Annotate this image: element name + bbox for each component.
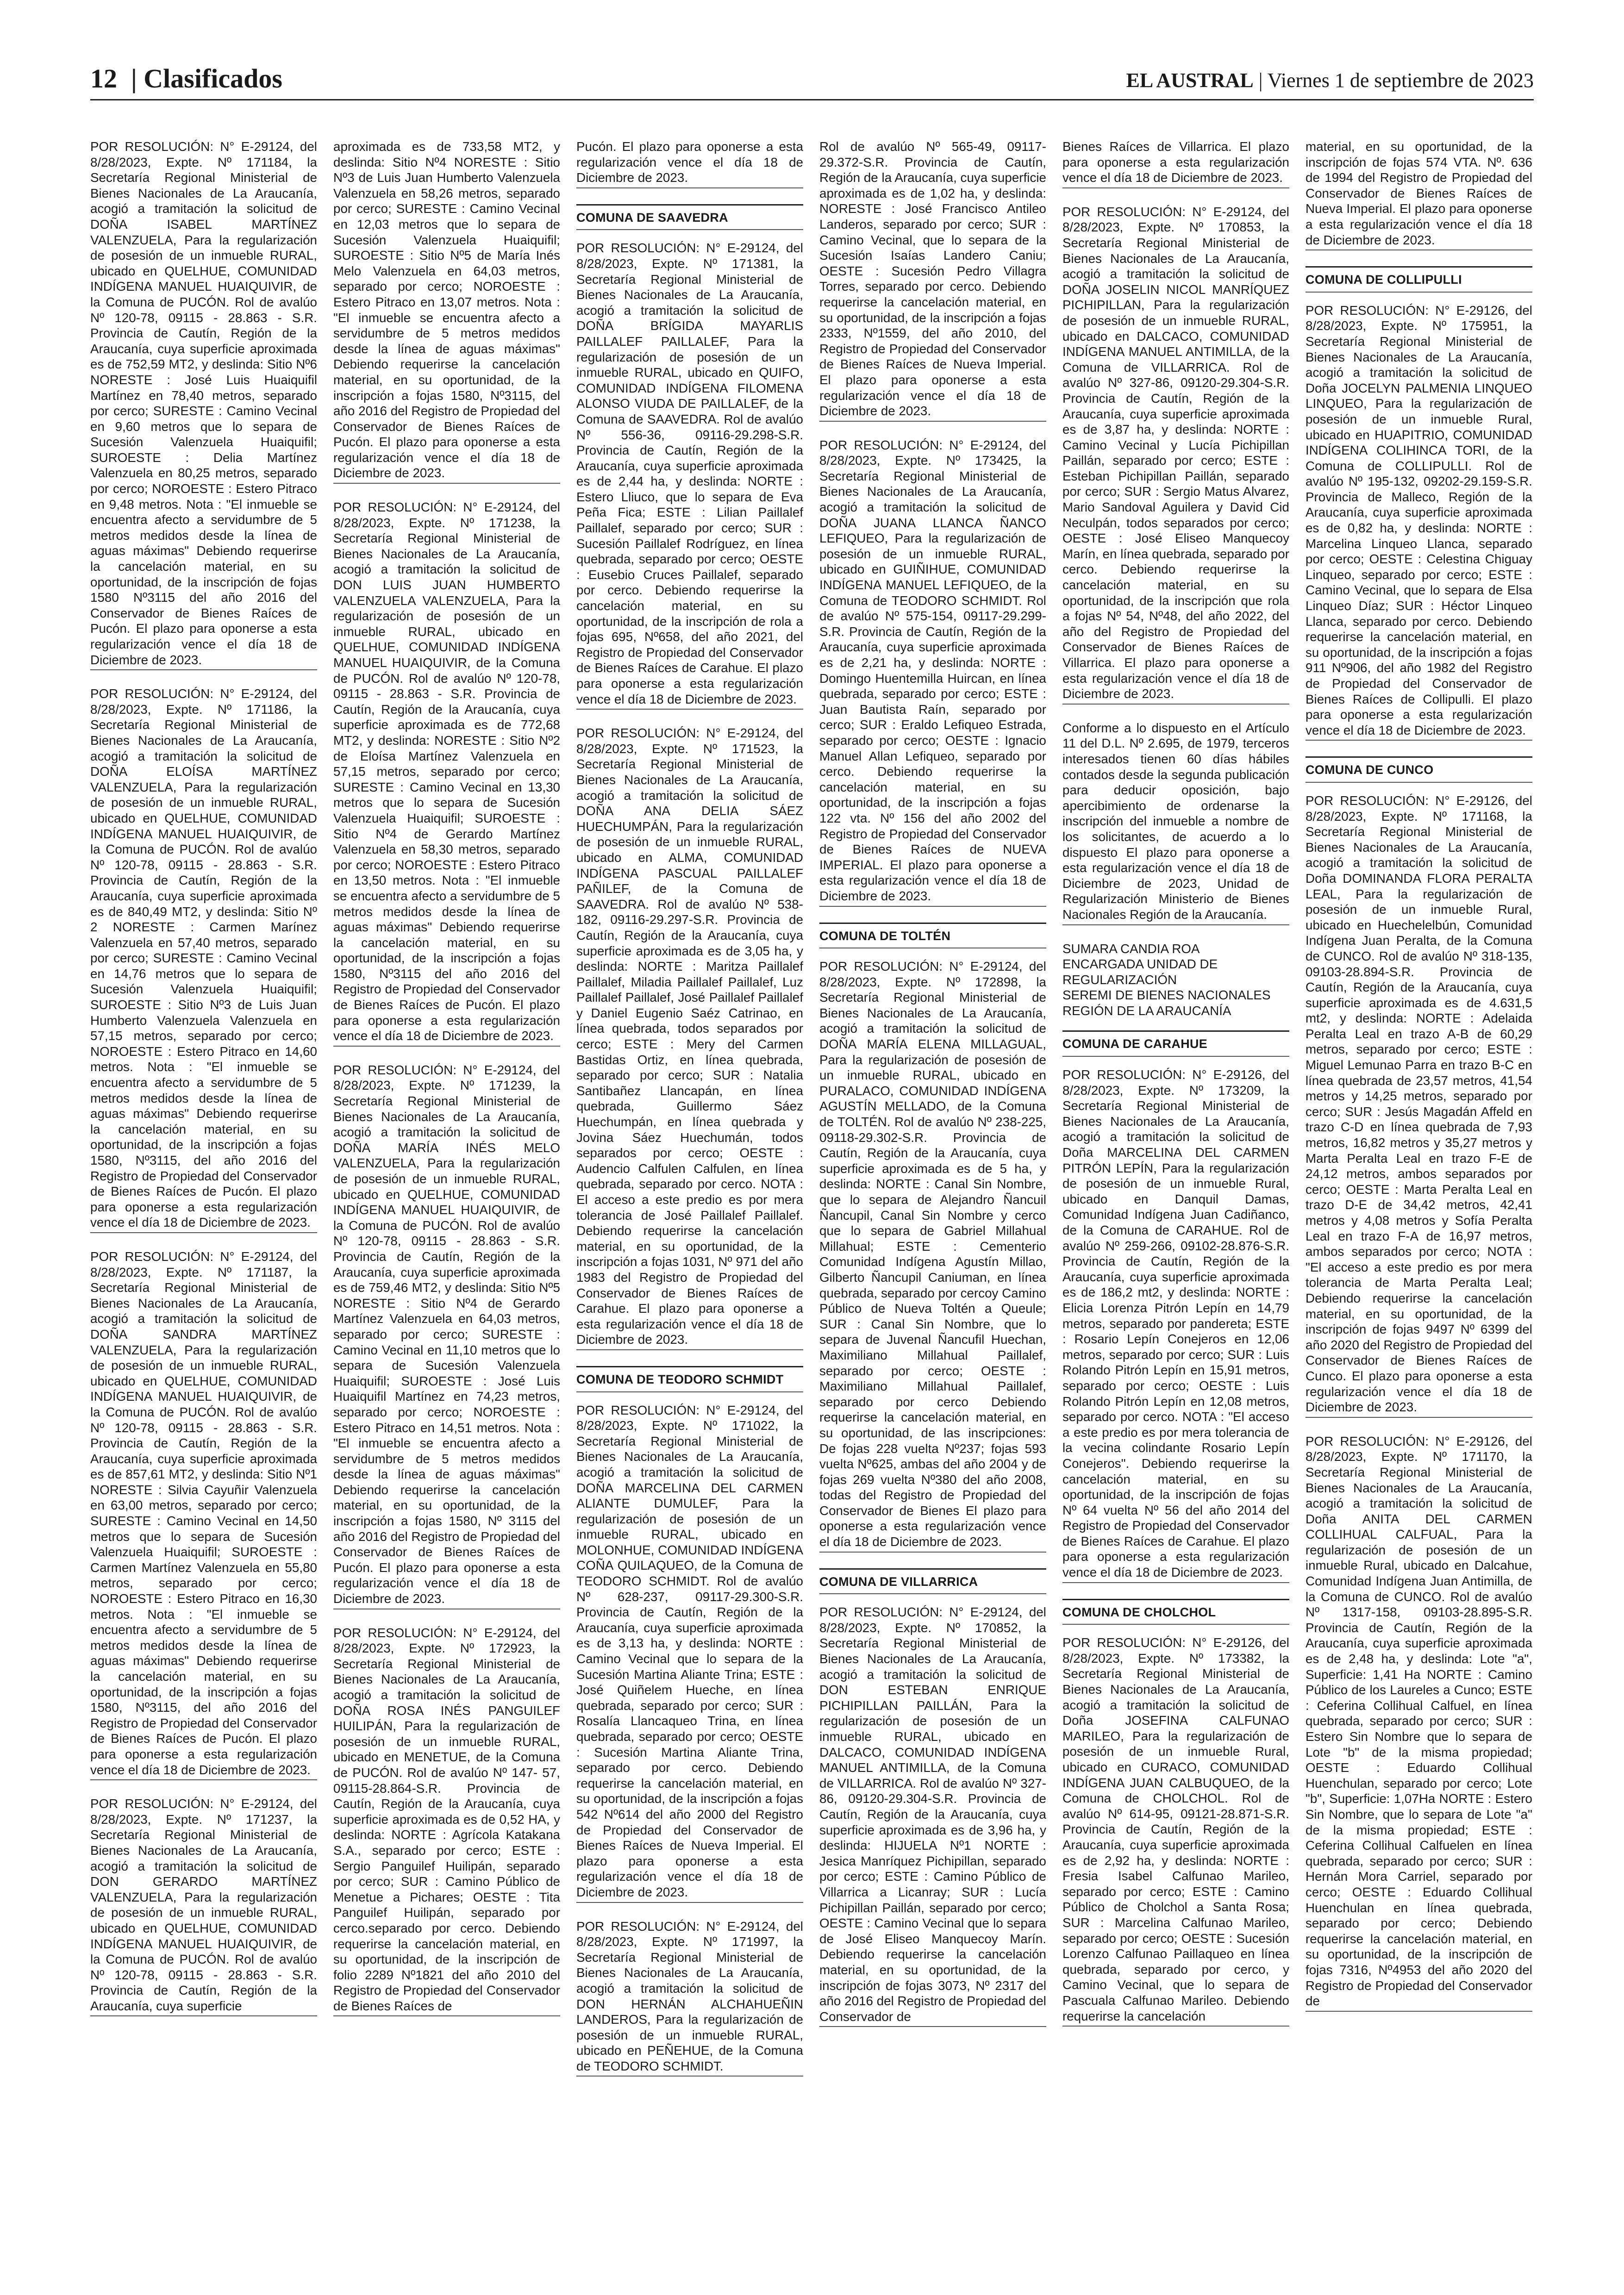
legal-notice bbox=[819, 1604, 1046, 2027]
notice-text: POR RESOLUCIÓN: N° E-29124, del 8/28/2023, Expte. Nº 171523, la Secretaría Regional Ministerial de Bienes Nacionales de La Araucanía, acogió a tramitación la solicitud de DOÑA ANA DELIA SÁEZ HUECHUMPÁN, Para la regularización de posesión de un inmueble RURAL, ubicado en ALMA, COMUNIDAD INDÍGENA PASCUAL PAILLALEF PAÑILEF, de la Comuna de SAAVEDRA. Rol de avalúo Nº 538-182, 09116-29.297-S.R. Provincia de Cautín, Región de la Araucanía, cuya superficie aproximada es de 3,05 ha, y deslinda: NORTE : Maritza Paillalef Paillalef, Miladia Paillalef Paillalef, Luz Paillalef Paillalef, José Paillalef Paillalef y Daniel Eugenio Saéz Catrinao, en línea quebrada, todos separados por cerco; ESTE : Mery del Carmen Bastidas Ortiz, en línea quebrada, separado por cerco; SUR : Natalia Santibañez Llancapán, en línea quebrada, Guillermo Sáez Huechumpán, en línea quebrada y Jovina Sáez Huechumán, todos separados por cerco; OESTE : Audencio Calfulen Calfulen, en línea quebrada, separado por cerco. NOTA : El acceso a este predio es por mera tolerancia de José Paillalef Paillalef. Debiendo requerirse la cancelación material, en su oportunidad, de la inscripción a fojas 1031, Nº 971 del año 1983 del Registro de Propiedad del Conservador de Bienes Raíces de Carahue. El plazo para oponerse a esta regularización vence el día 18 de Diciembre de 2023. bbox=[576, 726, 803, 1347]
section-name: Clasificados bbox=[144, 63, 282, 94]
signature-line: SUMARA CANDIA ROA bbox=[1062, 941, 1200, 956]
legal-notice bbox=[819, 139, 1046, 422]
notice-text: POR RESOLUCIÓN: N° E-29126, del 8/28/2023, Expte. Nº 173382, la Secretaría Regional Ministerial de Bienes Nacionales de La Araucanía, acogió a tramitación la solicitud de Doña JOSEFINA CALFUNAO MARILEO, Para la regularización de posesión de un inmueble Rural, ubicado en CURACO, COMUNIDAD INDÍGENA JUAN CALBUQUEO, de la Comuna de CHOLCHOL. Rol de avalúo Nº 614-95, 09121-28.871-S.R. Provincia de Cautín, Región de la Araucanía, cuya superficie aproximada es de 2,92 ha, y deslinda: NORTE : Fresia Isabel Calfunao Marileo, separado por cerco; ESTE : Camino Público de Cholchol a Santa Rosa; SUR : Marcelina Calfunao Marileo, separado por cerco; OESTE : Sucesión Lorenzo Calfunao Paillaqueo en línea quebrada, separado por cerco, y Camino Vecinal, que lo separa de Pascuala Calfunao Marileo. Debiendo requerirse la cancelación bbox=[1062, 1635, 1289, 2023]
notice-text: POR RESOLUCIÓN: N° E-29124, del 8/28/2023, Expte. Nº 172923, la Secretaría Regional Ministerial de Bienes Nacionales de La Araucanía, acogió a tramitación la solicitud de DOÑA ROSA INÉS PANGUILEF HUILIPÁN, Para la regularización de posesión de un inmueble RURAL, ubicado en MENETUE, de la Comuna de PUCÓN. Rol de avalúo Nº 147- 57, 09115-28.864-S.R. Provincia de Cautín, Región de la Araucanía, cuya superficie aproximada es de 0,52 HA, y deslinda: NORTE : Agrícola Katakana S.A., separado por cerco; ESTE : Sergio Panguilef Huilipán, separado por cerco; SUR : Camino Público de Menetue a Pichares; OESTE : Tita Panguilef Huilipán, separado por cerco.separado por cerco. Debiendo requerirse la cancelación material, en su oportunidad, de la inscripción de folio 2289 Nº1821 del año 2010 del Registro de Propiedad del Conservador de Bienes Raíces de bbox=[333, 1625, 560, 2013]
legal-notice bbox=[1062, 139, 1289, 188]
section-title: | Clasificados bbox=[131, 63, 282, 94]
legal-notice bbox=[90, 1249, 317, 1780]
legal-notice bbox=[90, 1796, 317, 2016]
legal-notice bbox=[333, 139, 560, 484]
notice-text: material, en su oportunidad, de la inscripción de fojas 574 VTA. Nº. 636 de 1994 del Registro de Propiedad del Conservador de Bienes Raíces de Nueva Imperial. El plazo para oponerse a esta regularización vence el día 18 de Diciembre de 2023. bbox=[1305, 139, 1532, 247]
notice-text: POR RESOLUCIÓN: N° E-29124, del 8/28/2023, Expte. Nº 171186, la Secretaría Regional Ministerial de Bienes Nacionales de La Araucanía, acogió a tramitación la solicitud de DOÑA ELOÍSA MARTÍNEZ VALENZUELA, Para la regularización de posesión de un inmueble RURAL, ubicado en QUELHUE, COMUNIDAD INDÍGENA MANUEL HUAIQUIVIR, de la Comuna de PUCÓN. Rol de avalúo Nº 120-78, 09115 - 28.863 - S.R. Provincia de Cautín, Región de la Araucanía, cuya superficie aproximada es de 840,49 MT2, y deslinda: Sitio Nº 2 NORESTE : Carmen Marínez Valenzuela en 57,40 metros, separado por cerco; SURESTE : Camino Vecinal en 14,76 metros que lo separa de Sucesión Valenzuela Huaiquifil; SUROESTE : Sitio Nº3 de Luis Juan Humberto Valenzuela Valenzuela en 57,15 metros, separado por cerco; NOROESTE : Estero Pitraco en 14,60 metros. Nota : "El inmueble se encuentra afecto a servidumbre de 5 metros medidos desde la línea de aguas máximas" Debiendo requerirse la cancelación material, en su oportunidad, de la inscripción a fojas 1580, Nº3115, del año 2016 del Registro de Propiedad del Conservador de Bienes Raíces de Pucón. El plazo para oponerse a esta regularización vence el día 18 de Diciembre de 2023. bbox=[90, 686, 317, 1230]
legal-notice bbox=[1305, 1434, 1532, 2012]
notice-text: POR RESOLUCIÓN: N° E-29124, del 8/28/2023, Expte. Nº 171238, la Secretaría Regional Ministerial de Bienes Nacionales de La Araucanía, acogió a tramitación la solicitud de DON LUIS JUAN HUMBERTO VALENZUELA VALENZUELA, Para la regularización de posesión de un inmueble RURAL, ubicado en QUELHUE, COMUNIDAD INDÍGENA MANUEL HUAIQUIVIR, de la Comuna de PUCÓN. Rol de avalúo Nº 120-78, 09115 - 28.863 - S.R. Provincia de Cautín, Región de la Araucanía, cuya superficie aproximada es de 772,68 MT2, y deslinda: NORESTE : Sitio Nº2 de Eloísa Martínez Valenzuela en 57,15 metros, separado por cerco; SURESTE : Camino Vecinal en 13,30 metros que lo separa de Sucesión Valenzuela Huaiquifil; SUROESTE : Sitio Nº4 de Gerardo Martínez Valenzuela en 58,30 metros, separado por cerco; NOROESTE : Estero Pitraco en 13,50 metros. Nota : "El inmueble se encuentra afecto a servidumbre de 5 metros medidos desde la línea de aguas máximas" Debiendo requerirse la cancelación material, en su oportunidad, de la inscripción a fojas 1580, Nº3115 del año 2016 del Registro de Propiedad del Conservador de Bienes Raíces de Pucón. El plazo para oponerse a esta regularización vence el día 18 de Diciembre de 2023. bbox=[333, 500, 560, 1043]
legal-notice bbox=[819, 437, 1046, 907]
column-1 bbox=[90, 139, 317, 2032]
notice-text: Bienes Raíces de Villarrica. El plazo para oponerse a esta regularización vence el día 18 de Diciembre de 2023. bbox=[1062, 139, 1289, 185]
legal-notice bbox=[576, 1403, 803, 1903]
notice-text: Pucón. El plazo para oponerse a esta regularización vence el día 18 de Diciembre de 2023. bbox=[576, 139, 803, 185]
legal-notice bbox=[1305, 139, 1532, 250]
notice-text: POR RESOLUCIÓN: N° E-29126, del 8/28/2023, Expte. Nº 171170, la Secretaría Regional Ministerial de Bienes Nacionales de La Araucanía, acogió a tramitación la solicitud de Doña ANITA DEL CARMEN COLLIHUAL CALFUAL, Para la regularización de posesión de un inmueble Rural, ubicado en Dalcahue, Comunidad Indígena Juan Antimilla, de la Comuna de CUNCO. Rol de avalúo Nº 1317-158, 09103-28.895-S.R. Provincia de Cautín, Región de la Araucanía, cuya superficie aproximada es de 2,48 ha, y deslinda: Lote "a", Superficie: 1,41 Ha NORTE : Camino Público de los Laureles a Cunco; ESTE : Ceferina Collihual Calfuel, en línea quebrada, separado por cerco; SUR : Estero Sin Nombre que lo separa de Lote "b" de la misma propiedad; OESTE : Eduardo Collihual Huenchulan, separado por cerco; Lote "b", Superficie: 1,07Ha NORTE : Estero Sin Nombre, que lo separa de Lote "a" de la misma propiedad; ESTE : Ceferina Collihual Calfuelen en línea quebrada, separado por cerco; SUR : Hernán Mora Carriel, separado por cerco; OESTE : Eduardo Collihual Huenchulan en línea quebrada, separado por cerco; Debiendo requerirse la cancelación material, en su oportunidad, de la inscripción de fojas 7316, Nº4953 del año 2020 del Registro de Propiedad del Conservador de bbox=[1305, 1434, 1532, 2008]
notice-text: POR RESOLUCIÓN: N° E-29124, del 8/28/2023, Expte. Nº 171381, la Secretaría Regional Ministerial de Bienes Nacionales de La Araucanía, acogió a tramitación la solicitud de DOÑA BRÍGIDA MAYARLIS PAILLALEF PAILLALEF, Para la regularización de posesión de un inmueble RURAL, ubicado en QUIFO, COMUNIDAD INDÍGENA FILOMENA ALONSO VIUDA DE PAILLALEF, de la Comuna de SAAVEDRA. Rol de avalúo Nº 556-36, 09116-29.298-S.R. Provincia de Cautín, Región de la Araucanía, cuya superficie aproximada es de 2,44 ha, y deslinda: NORTE : Estero Lliuco, que lo separa de Eva Peña Fica; ESTE : Lilian Paillalef Paillalef, separado por cerco; SUR : Sucesión Paillalef Rodríguez, en línea quebrada, separado por cerco; OESTE : Eusebio Cruces Paillalef, separado por cerco. Debiendo requerirse la cancelación material, en su oportunidad, de la inscripción de rola a fojas 695, Nº658, del año 2021, del Registro de Propiedad del Conservador de Bienes Raíces de Carahue. El plazo para oponerse a esta regularización vence el día 18 de Diciembre de 2023. bbox=[576, 241, 803, 706]
comuna-heading: COMUNA DE CHOLCHOL bbox=[1062, 1599, 1289, 1625]
publication-name: EL AUSTRAL bbox=[1126, 69, 1254, 92]
publication-date: Viernes 1 de septiembre de 2023 bbox=[1267, 69, 1534, 92]
notice-text: POR RESOLUCIÓN: N° E-29124, del 8/28/2023, Expte. Nº 171184, la Secretaría Regional Ministerial de Bienes Nacionales de La Araucanía, acogió a tramitación la solicitud de DOÑA ISABEL MARTÍNEZ VALENZUELA, Para la regularización de posesión de un inmueble RURAL, ubicado en QUELHUE, COMUNIDAD INDÍGENA MANUEL HUAIQUIVIR, de la Comuna de PUCÓN. Rol de avalúo Nº 120-78, 09115 - 28.863 - S.R. Provincia de Cautín, Región de la Araucanía, cuya superficie aproximada es de 752,59 MT2, y deslinda: Sitio Nº6 NORESTE : José Luis Huaiquifil Martínez en 78,40 metros, separado por cerco; SURESTE : Camino Vecinal en 9,60 metros que lo separa de Sucesión Valenzuela Huaiquifil; SUROESTE : Delia Martínez Valenzuela en 80,25 metros, separado por cerco; NOROESTE : Estero Pitraco en 9,48 metros. Nota : "El inmueble se encuentra afecto a servidumbre de 5 metros medidos desde la línea de aguas máximas" Debiendo requerirse la cancelación material, en su oportunidad, de la inscripción de fojas 1580 Nº3115 del año 2016 del Conservador de Bienes Raíces de Pucón. El plazo para oponerse a esta regularización vence el día 18 de Diciembre de 2023. bbox=[90, 139, 317, 667]
column-6 bbox=[1305, 139, 1532, 2027]
comuna-heading: COMUNA DE TEODORO SCHMIDT bbox=[576, 1366, 803, 1392]
legal-notice bbox=[333, 499, 560, 1047]
legal-notice bbox=[1062, 1067, 1289, 1583]
comuna-heading: COMUNA DE VILLARRICA bbox=[819, 1568, 1046, 1595]
notice-text: POR RESOLUCIÓN: N° E-29124, del 8/28/2023, Expte. Nº 171022, la Secretaría Regional Ministerial de Bienes Nacionales de La Araucanía, acogió a tramitación la solicitud de DOÑA MARCELINA DEL CARMEN ALIANTE DUMULEF, Para la regularización de posesión de un inmueble RURAL, ubicado en MOLONHUE, COMUNIDAD INDÍGENA COÑA QUILAQUEO, de la Comuna de TEODORO SCHMIDT. Rol de avalúo Nº 628-237, 09117-29.300-S.R. Provincia de Cautín, Región de la Araucanía, cuya superficie aproximada es de 3,13 ha, y deslinda: NORTE : Camino Vecinal que lo separa de la Sucesión Martina Aliante Trina; ESTE : José Quiñelem Hueche, en línea quebrada, separado por cerco; SUR : Rosalía Llancaqueo Trina, en línea quebrada, separado por cerco; OESTE : Sucesión Martina Aliante Trina, separado por cerco. Debiendo requerirse la cancelación material, en su oportunidad, de la inscripción a fojas 542 Nº614 del año 2000 del Registro de Propiedad del Conservador de Bienes Raíces de Nueva Imperial. El plazo para oponerse a esta regularización vence el día 18 de Diciembre de 2023. bbox=[576, 1403, 803, 1899]
signature-line: REGIÓN DE LA ARAUCANÍA bbox=[1062, 1003, 1231, 1018]
signature-block bbox=[1062, 941, 1289, 1019]
header-divider bbox=[90, 99, 1534, 100]
legal-notice bbox=[333, 1062, 560, 1609]
notice-text: POR RESOLUCIÓN: N° E-29124, del 8/28/2023, Expte. Nº 171187, la Secretaría Regional Ministerial de Bienes Nacionales de La Araucanía, acogió a tramitación la solicitud de DOÑA SANDRA MARTÍNEZ VALENZUELA, Para la regularización de posesión de un inmueble RURAL, ubicado en QUELHUE, COMUNIDAD INDÍGENA MANUEL HUAIQUIVIR, de la Comuna de PUCÓN. Rol de avalúo Nº 120-78, 09115 - 28.863 - S.R. Provincia de Cautín, Región de la Araucanía, cuya superficie aproximada es de 857,61 MT2, y deslinda: Sitio Nº1 NORESTE : Silvia Cayuñir Valenzuela en 63,00 metros, separado por cerco; SURESTE : Camino Vecinal en 14,50 metros que lo separa de Sucesión Valenzuela Huaiquifil; SUROESTE : Carmen Martínez Valenzuela en 55,80 metros, separado por cerco; NOROESTE : Estero Pitraco en 16,30 metros. Nota : "El inmueble se encuentra afecto a servidumbre de 5 metros medidos desde la línea de aguas máximas" Debiendo requerirse la cancelación material, en su oportunidad, de la inscripción a fojas 1580, Nº3115, del año 2016 del Registro de Propiedad del Conservador de Bienes Raíces de Pucón. El plazo para oponerse a esta regularización vence el día 18 de Diciembre de 2023. bbox=[90, 1249, 317, 1777]
notice-text: POR RESOLUCIÓN: N° E-29126, del 8/28/2023, Expte. Nº 175951, la Secretaría Regional Ministerial de Bienes Nacionales de La Araucanía, acogió a tramitación la solicitud de Doña JOCELYN PALMENIA LINQUEO LINQUEO, Para la regularización de posesión de un inmueble Rural, ubicado en HUAPITRIO, COMUNIDAD INDÍGENA COLIHINCA TORI, de la Comuna de COLLIPULLI. Rol de avalúo Nº 195-132, 09202-29.159-S.R. Provincia de Malleco, Región de la Araucanía, cuya superficie aproximada es de 0,82 ha, y deslinda: NORTE : Marcelina Linqueo Llanca, separado por cerco; OESTE : Celestina Chiguay Linqueo, separado por cerco; ESTE : Camino Vecinal, que lo separa de Elsa Linqueo Díaz; SUR : Héctor Linqueo Llanca, separado por cerco. Debiendo requerirse la cancelación material, en su oportunidad, de la inscripción a fojas 911 Nº906, del año 1982 del Registro de Propiedad del Conservador de Bienes Raíces de Collipulli. El plazo para oponerse a esta regularización vence el día 18 de Diciembre de 2023. bbox=[1305, 303, 1532, 737]
column-2 bbox=[333, 139, 560, 2032]
legal-notice bbox=[1062, 204, 1289, 705]
column-3 bbox=[576, 139, 803, 2092]
signature-line: ENCARGADA UNIDAD DE bbox=[1062, 957, 1218, 972]
notice-text: aproximada es de 733,58 MT2, y deslinda: Sitio Nº4 NORESTE : Sitio Nº3 de Luis Juan Humberto Valenzuela Valenzuela en 58,26 metros, separado por cerco; SURESTE : Camino Vecinal en 12,03 metros que lo separa de Sucesión Valenzuela Huaiquifil; SUROESTE : Sitio Nº5 de María Inés Melo Valenzuela en 64,03 metros, separado por cerco; NOROESTE : Estero Pitraco en 13,07 metros. Nota : "El inmueble se encuentra afecto a servidumbre de 5 metros medidos desde la línea de aguas máximas" Debiendo requerirse la cancelación material, en su oportunidad, de la inscripción a fojas 1580, Nº3115, del año 2016 del Registro de Propiedad del Conservador de Bienes Raíces de Pucón. El plazo para oponerse a esta regularización vence el día 18 de Diciembre de 2023. bbox=[333, 139, 560, 480]
legal-notice bbox=[90, 139, 317, 670]
legal-notice bbox=[1062, 720, 1289, 925]
notice-text: POR RESOLUCIÓN: N° E-29124, del 8/28/2023, Expte. Nº 170852, la Secretaría Regional Ministerial de Bienes Nacionales de La Araucanía, acogió a tramitación la solicitud de DON ESTEBAN ENRIQUE PICHIPILLAN PAILLÁN, Para la regularización de posesión de un inmueble RURAL, ubicado en DALCACO, COMUNIDAD INDÍGENA MANUEL ANTIMILLA, de la Comuna de VILLARRICA. Rol de avalúo Nº 327-86, 09120-29.304-S.R. Provincia de Cautín, Región de la Araucanía, cuya superficie aproximada es de 3,96 ha, y deslinda: HIJUELA Nº1 NORTE : Jesica Manríquez Pichipillan, separado por cerco; ESTE : Camino Público de Villarrica a Licanray; SUR : Lucía Pichipillan Paillán, separado por cerco; OESTE : Camino Vecinal que lo separa de José Eliseo Manquecoy Marín. Debiendo requerirse la cancelación material, en su oportunidad, de la inscripción de fojas 3073, Nº 2317 del año 2016 del Registro de Propiedad del Conservador de bbox=[819, 1605, 1046, 2024]
column-4 bbox=[819, 139, 1046, 2043]
legal-notice bbox=[576, 1919, 803, 2077]
comuna-heading: COMUNA DE CARAHUE bbox=[1062, 1030, 1289, 1057]
legal-notice bbox=[333, 1625, 560, 2017]
legal-notice bbox=[1305, 793, 1532, 1418]
signature-line: REGULARIZACIÓN bbox=[1062, 972, 1177, 987]
column-5 bbox=[1062, 139, 1289, 2042]
legal-notice bbox=[819, 959, 1046, 1553]
signature-line: SEREMI DE BIENES NACIONALES bbox=[1062, 988, 1271, 1003]
comuna-heading: COMUNA DE TOLTÉN bbox=[819, 923, 1046, 949]
legal-notice bbox=[576, 139, 803, 188]
notice-text: Rol de avalúo Nº 565-49, 09117-29.372-S.R. Provincia de Cautín, Región de la Araucanía, cuya superficie aproximada es de 1,02 ha, y deslinda: NORESTE : José Francisco Antileo Landeros, separado por cerco; SUR : Camino Vecinal, que lo separa de la Sucesión Isaías Landero Caniu; OESTE : Sucesión Pedro Villagra Torres, separado por cerco. Debiendo requerirse la cancelación material, en su oportunidad, de la inscripción a fojas 2333, Nº1559, del año 2010, del Registro de Propiedad del Conservador de Bienes Raíces de Nueva Imperial. El plazo para oponerse a esta regularización vence el día 18 de Diciembre de 2023. bbox=[819, 139, 1046, 418]
notice-text: POR RESOLUCIÓN: N° E-29124, del 8/28/2023, Expte. Nº 170853, la Secretaría Regional Ministerial de Bienes Nacionales de La Araucanía, acogió a tramitación la solicitud de DOÑA JOSELIN NICOL MANRÍQUEZ PICHIPILLAN, Para la regularización de posesión de un inmueble RURAL, ubicado en DALCACO, COMUNIDAD INDÍGENA MANUEL ANTIMILLA, de la Comuna de VILLARRICA. Rol de avalúo Nº 327-86, 09120-29.304-S.R. Provincia de Cautín, Región de la Araucanía, cuya superficie aproximada es de 3,87 ha, y deslinda: NORTE : Camino Vecinal y Lucía Pichipillan Paillán, separado por cerco; ESTE : Esteban Pichipillan Paillán, separado por cerco; SUR : Sergio Matus Alvarez, Mario Sandoval Aguilera y David Cid Neculpán, todos separados por cerco; OESTE : José Eliseo Manquecoy Marín, en línea quebrada, separado por cerco. Debiendo requerirse la cancelación material, en su oportunidad, de la inscripción que rola a fojas Nº 54, Nº48, del año 2022, del año del Registro de Propiedad del Conservador de Bienes Raíces de Villarrica. El plazo para oponerse a esta regularización vence el día 18 de Diciembre de 2023. bbox=[1062, 204, 1289, 701]
notice-text: POR RESOLUCIÓN: N° E-29126, del 8/28/2023, Expte. Nº 173209, la Secretaría Regional Ministerial de Bienes Nacionales de La Araucanía, acogió a tramitación la solicitud de Doña MARCELINA DEL CARMEN PITRÓN LEPÍN, Para la regularización de posesión de un inmueble Rural, ubicado en Danquil Damas, Comunidad Indígena Juan Cadiñanco, de la Comuna de CARAHUE. Rol de avalúo Nº 259-266, 09102-28.876-S.R. Provincia de Cautín, Región de la Araucanía, cuya superficie aproximada es de 186,2 mt2, y deslinda: NORTE : Elicia Lorenza Pitrón Lepín en 14,79 metros, separado por pandereta; ESTE : Rosario Lepín Conejeros en 12,06 metros, separado por cerco; SUR : Luis Rolando Pitrón Lepín en 15,91 metros, separado por cerco; OESTE : Luis Rolando Pitrón Lepín en 12,08 metros, separado por cerco. NOTA : "El acceso a este predio es por mera tolerancia de la vecina colindante Rosario Lepín Conejeros". Debiendo requerirse la cancelación material, en su oportunidad, de la inscripción de fojas Nº 64 vuelta Nº 56 del año 2014 del Registro de Propiedad del Conservador de Bienes Raíces de Carahue. El plazo para oponerse a esta regularización vence el día 18 de Diciembre de 2023. bbox=[1062, 1067, 1289, 1580]
comuna-heading: COMUNA DE COLLIPULLI bbox=[1305, 266, 1532, 293]
comuna-heading: COMUNA DE CUNCO bbox=[1305, 756, 1532, 783]
notice-text: POR RESOLUCIÓN: N° E-29124, del 8/28/2023, Expte. Nº 171997, la Secretaría Regional Ministerial de Bienes Nacionales de La Araucanía, acogió a tramitación la solicitud de DON HERNÁN ALCHAHUEÑIN LANDEROS, Para la regularización de posesión de un inmueble RURAL, ubicado en PEÑEHUE, de la Comuna de TEODORO SCHMIDT. bbox=[576, 1919, 803, 2073]
legal-notice bbox=[1305, 303, 1532, 741]
legal-notice bbox=[576, 725, 803, 1350]
masthead: EL AUSTRAL | Viernes 1 de septiembre de 2023 bbox=[1126, 69, 1534, 92]
legal-notice bbox=[576, 240, 803, 710]
notice-text: POR RESOLUCIÓN: N° E-29124, del 8/28/2023, Expte. Nº 173425, la Secretaría Regional Ministerial de Bienes Nacionales de La Araucanía, acogió a tramitación la solicitud de DOÑA JUANA LLANCA ÑANCO LEFIQUEO, Para la regularización de posesión de un inmueble RURAL, ubicado en GUIÑIHUE, COMUNIDAD INDÍGENA MANUEL LEFIQUEO, de la Comuna de TEODORO SCHMIDT. Rol de avalúo Nº 575-154, 09117-29.299-S.R. Provincia de Cautín, Región de la Araucanía, cuya superficie aproximada es de 2,21 ha, y deslinda: NORTE : Domingo Huentemilla Huircan, en línea quebrada, separado por cerco; ESTE : Juan Bautista Raín, separado por cerco; SUR : Eraldo Lefiqueo Estrada, separado por cerco; OESTE : Ignacio Manuel Allan Lefiqueo, separado por cerco. Debiendo requerirse la cancelación material, en su oportunidad, de la inscripción a fojas 122 vta. Nº 156 del año 2002 del Registro de Propiedad del Conservador de Bienes Raíces de NUEVA IMPERIAL. El plazo para oponerse a esta regularización vence el día 18 de Diciembre de 2023. bbox=[819, 437, 1046, 903]
comuna-heading: COMUNA DE SAAVEDRA bbox=[576, 204, 803, 231]
notice-text: POR RESOLUCIÓN: N° E-29126, del 8/28/2023, Expte. Nº 171168, la Secretaría Regional Ministerial de Bienes Nacionales de La Araucanía, acogió a tramitación la solicitud de Doña DOMINANDA FLORA PERALTA LEAL, Para la regularización de posesión de un inmueble Rural, ubicado en Huechelelbún, Comunidad Indígena Juan Peralta, de la Comuna de CUNCO. Rol de avalúo Nº 318-135, 09103-28.894-S.R. Provincia de Cautín, Región de la Araucanía, cuya superficie aproximada es de 4.631,5 mt2, y deslinda: NORTE : Adelaida Peralta Leal en trazo A-B de 60,29 metros, separado por cerco; ESTE : Miguel Lemunao Parra en trazo B-C en línea quebrada de 23,57 metros, 41,54 metros y 14,25 metros, separado por cerco; SUR : Jesús Magadán Affeld en trazo C-D en línea quebrada de 7,93 metros, 16,82 metros y 35,27 metros y Marta Peralta Leal en trazo F-E de 24,12 metros, ambos separados por cerco; OESTE : Marta Peralta Leal en trazo D-E de 34,42 metros, 42,41 metros y 4,08 metros y Sofía Peralta Leal en trazo F-A de 16,97 metros, ambos separados por cerco; NOTA : "El acceso a este predio es por mera tolerancia de Marta Peralta Leal; Debiendo requerirse la cancelación material, en su oportunidad, de la inscripción de fojas 9497 Nº 6399 del año 2020 del Registro de Propiedad del Conservador de Bienes Raíces de Cunco. El plazo para oponerse a esta regularización vence el día 18 de Diciembre de 2023. bbox=[1305, 793, 1532, 1415]
page-number: 12 bbox=[90, 63, 117, 94]
page-header bbox=[90, 60, 1534, 97]
legal-notice bbox=[90, 686, 317, 1233]
notice-text: POR RESOLUCIÓN: N° E-29124, del 8/28/2023, Expte. Nº 171237, la Secretaría Regional Ministerial de Bienes Nacionales de La Araucanía, acogió a tramitación la solicitud de DON GERARDO MARTÍNEZ VALENZUELA, Para la regularización de posesión de un inmueble RURAL, ubicado en QUELHUE, COMUNIDAD INDÍGENA MANUEL HUAIQUIVIR, de la Comuna de PUCÓN. Rol de avalúo Nº 120-78, 09115 - 28.863 - S.R. Provincia de Cautín, Región de la Araucanía, cuya superficie bbox=[90, 1796, 317, 2013]
notice-text: Conforme a lo dispuesto en el Artículo 11 del D.L. Nº 2.695, de 1979, terceros interesados tienen 60 días hábiles contados desde la segunda publicación para deducir oposición, bajo apercibimiento de ordenarse la inscripción del inmueble a nombre de los solicitantes, de acuerdo a lo dispuesto El plazo para oponerse a esta regularización vence el día 18 de Diciembre de 2023, Unidad de Regularización Ministerio de Bienes Nacionales Región de la Araucanía. bbox=[1062, 720, 1289, 922]
notice-text: POR RESOLUCIÓN: N° E-29124, del 8/28/2023, Expte. Nº 171239, la Secretaría Regional Ministerial de Bienes Nacionales de La Araucanía, acogió a tramitación la solicitud de DOÑA MARÍA INÉS MELO VALENZUELA, Para la regularización de posesión de un inmueble RURAL, ubicado en QUELHUE, COMUNIDAD INDÍGENA MANUEL HUAIQUIVIR, de la Comuna de PUCÓN. Rol de avalúo Nº 120-78, 09115 - 28.863 - S.R. Provincia de Cautín, Región de la Araucanía, cuya superficie aproximada es de 759,46 MT2, y deslinda: Sitio Nº5 NORESTE : Sitio Nº4 de Gerardo Martínez Valenzuela en 64,03 metros, separado por cerco; SURESTE : Camino Vecinal en 11,10 metros que lo separa de Sucesión Valenzuela Huaiquifil; SUROESTE : José Luis Huaiquifil Martínez en 74,23 metros, separado por cerco; NOROESTE : Estero Pitraco en 14,51 metros. Nota : "El inmueble se encuentra afecto a servidumbre de 5 metros medidos desde la línea de aguas máximas" Debiendo requerirse la cancelación material, en su oportunidad, de la inscripción a fojas 1580, Nº 3115 del año 2016 del Registro de Propiedad del Conservador de Bienes Raíces de Pucón. El plazo para oponerse a esta regularización vence el día 18 de Diciembre de 2023. bbox=[333, 1062, 560, 1606]
notice-text: POR RESOLUCIÓN: N° E-29124, del 8/28/2023, Expte. Nº 172898, la Secretaría Regional Ministerial de Bienes Nacionales de La Araucanía, acogió a tramitación la solicitud de DOÑA MARÍA ELENA MILLAGUAL, Para la regularización de posesión de un inmueble RURAL, ubicado en PURALACO, COMUNIDAD INDÍGENA AGUSTÍN MELLADO, de la Comuna de TOLTÉN. Rol de avalúo Nº 238-225, 09118-29.302-S.R. Provincia de Cautín, Región de la Araucanía, cuya superficie aproximada es de 5 ha, y deslinda: NORTE : Canal Sin Nombre, que lo separa de Alejandro Ñancuil Ñancupil, Canal Sin Nombre y cerco que lo separa de Gabriel Millahual Millahual; ESTE : Cementerio Comunidad Indígena Agustín Millao, Gilberto Ñancupil Caniuman, en línea quebrada, separado por cercoy Camino Público de Nueva Toltén a Queule; SUR : Canal Sin Nombre, que lo separa de Juvenal Ñancufil Huechan, Maximiliano Millahual Paillalef, separado por cerco; OESTE : Maximiliano Millahual Paillalef, separado por cerco Debiendo requerirse la cancelación material, en su oportunidad, de las inscripciones: De fojas 228 vuelta Nº237; fojas 593 vuelta Nº625, ambas del año 2004 y de fojas 269 vuelta Nº380 del año 2008, todas del Registro de Propiedad del Conservador de Bienes El plazo para oponerse a esta regularización vence el día 18 de Diciembre de 2023. bbox=[819, 959, 1046, 1549]
legal-notice bbox=[1062, 1635, 1289, 2027]
